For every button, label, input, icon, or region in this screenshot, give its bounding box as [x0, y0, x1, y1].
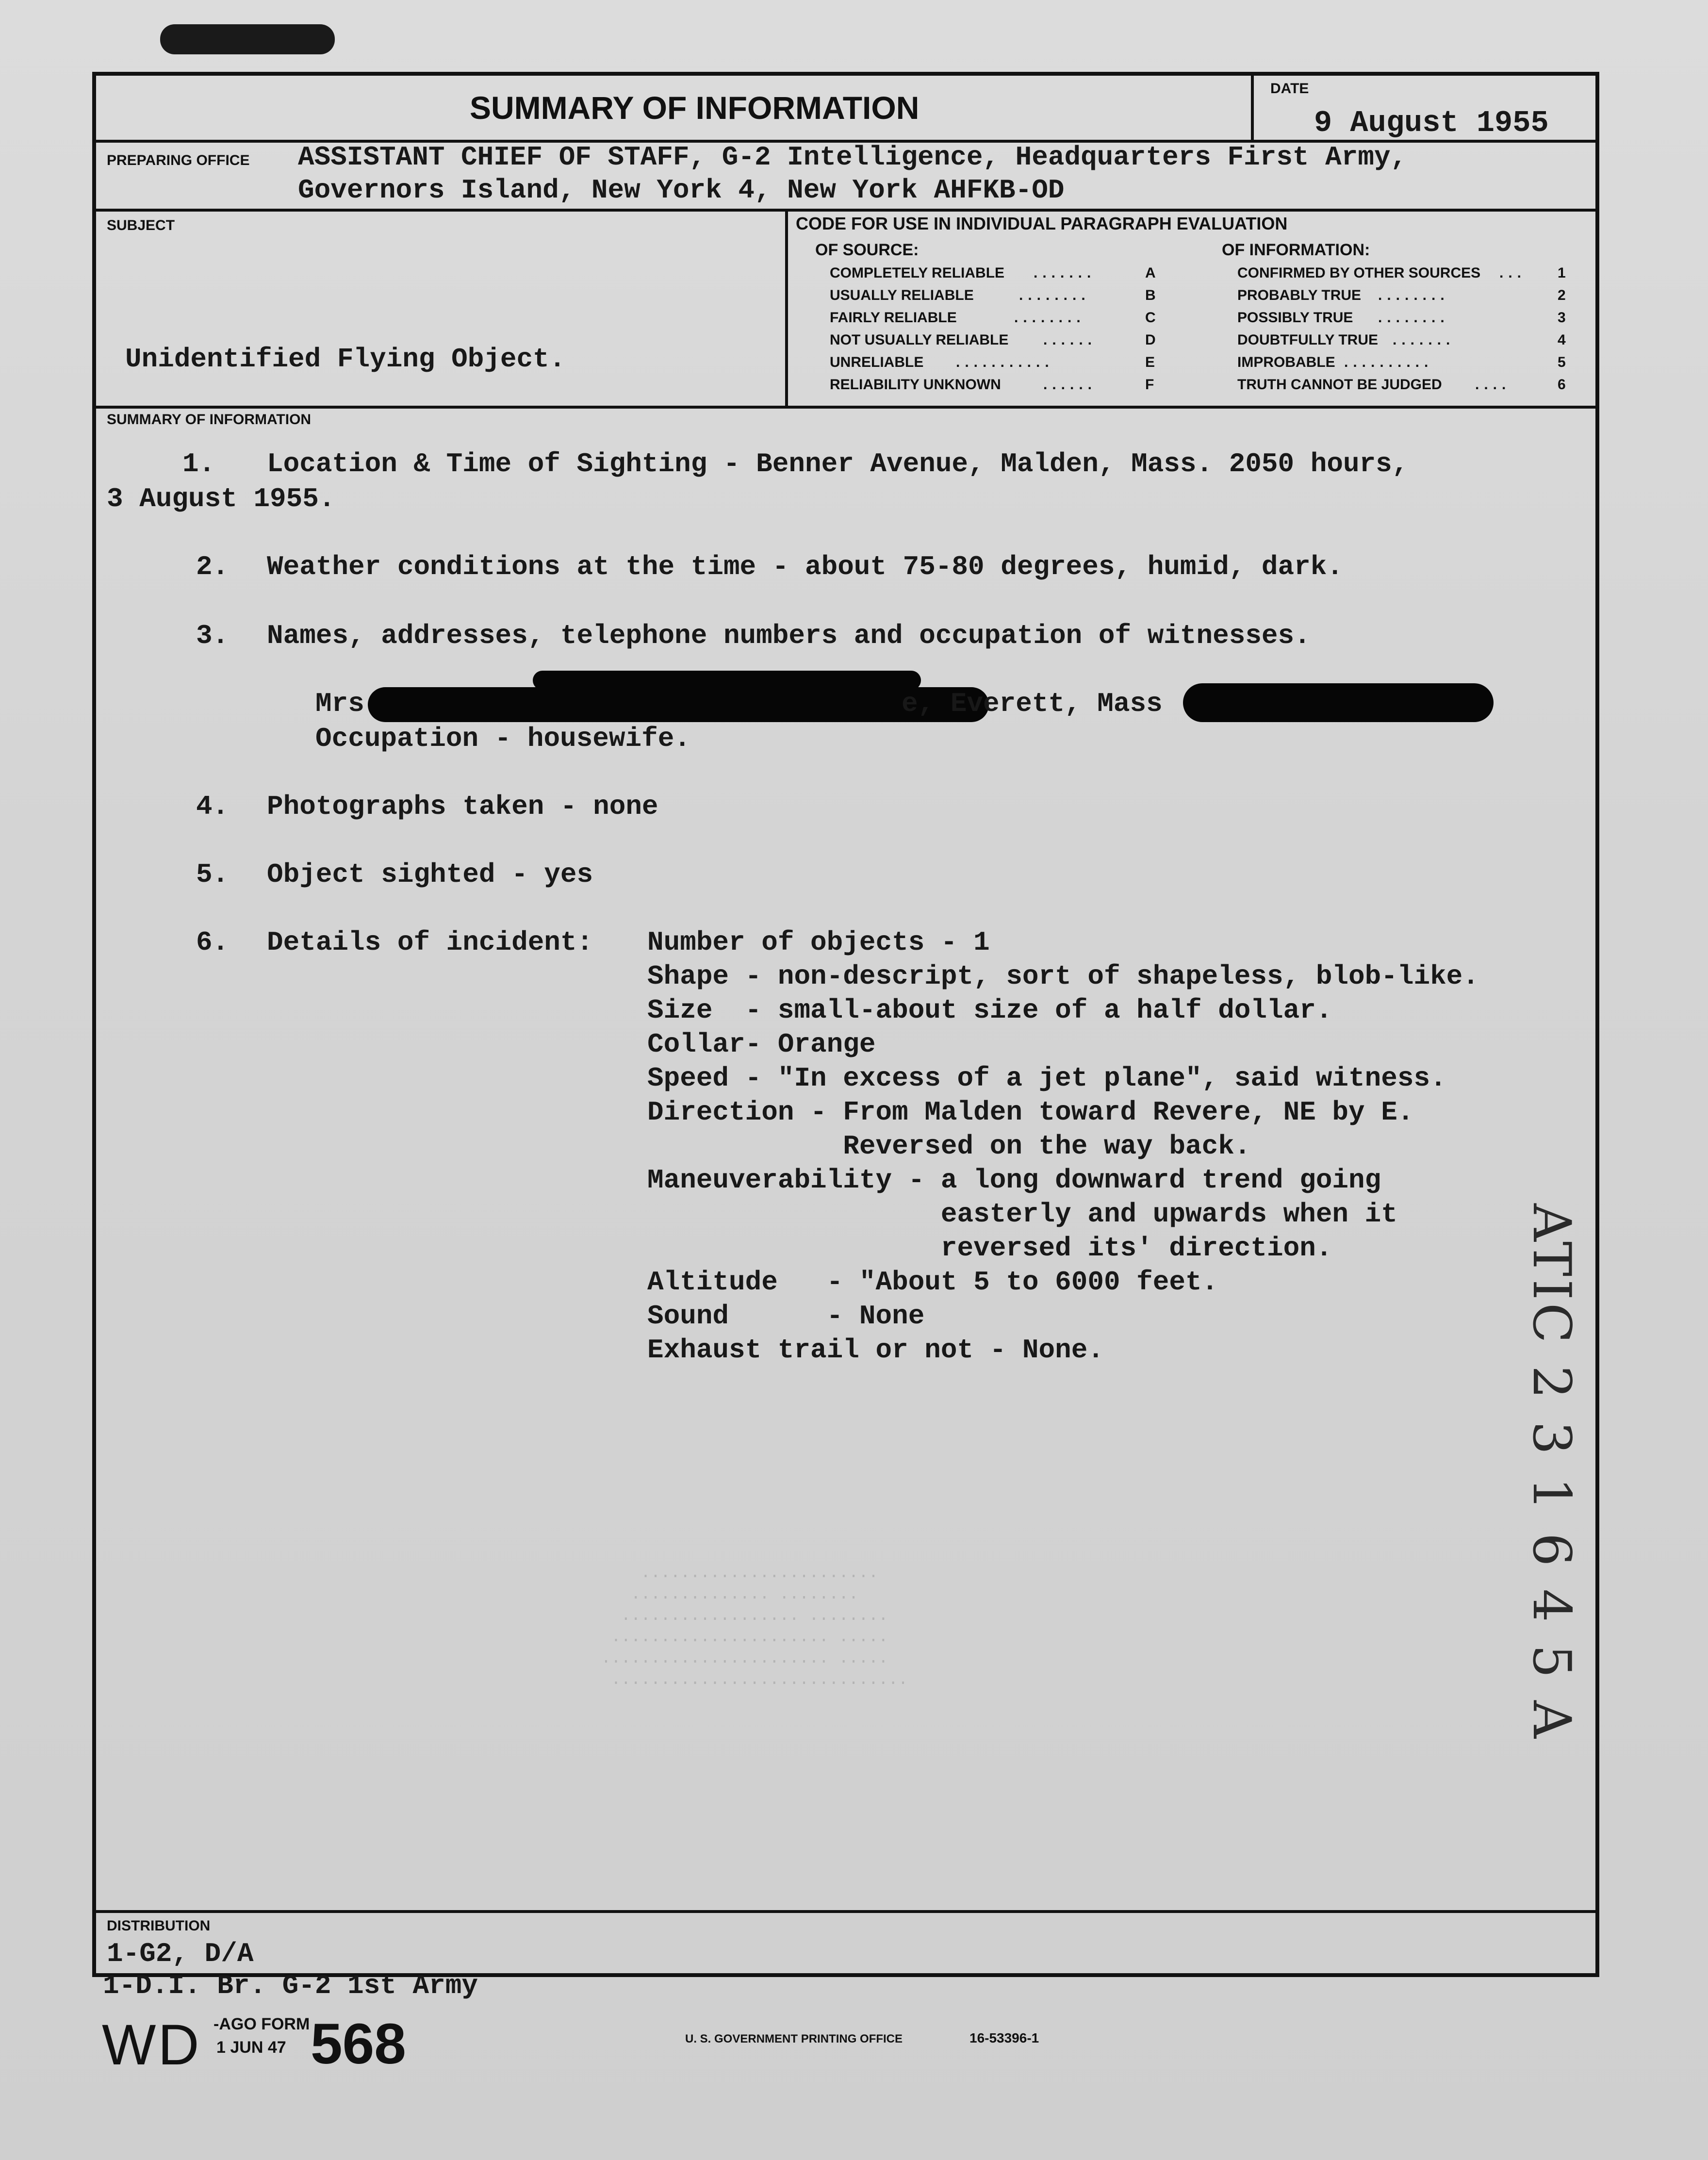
- subject-value: Unidentified Flying Object.: [125, 344, 566, 375]
- print-code: 16-53396-1: [969, 2030, 1039, 2045]
- detail-line: Altitude - "About 5 to 6000 feet.: [647, 1267, 1218, 1298]
- source-code-row: USUALLY RELIABLE ........ B: [830, 287, 1156, 303]
- p1-line2: 3 August 1955.: [107, 483, 335, 514]
- information-code-row: POSSIBLY TRUE ........ 3: [1237, 310, 1566, 326]
- p1-line1: Location & Time of Sighting - Benner Avenue, Malden, Mass. 2050 hours,: [267, 448, 1409, 479]
- detail-line: Collar- Orange: [647, 1029, 876, 1060]
- p2-text: Weather conditions at the time - about 75-80 degrees, humid, dark.: [267, 551, 1343, 582]
- form-number: 568: [311, 2012, 406, 2076]
- p5-number: 5.: [196, 859, 229, 890]
- form-prefix-wd: WD: [102, 2013, 201, 2077]
- detail-line: Direction - From Malden toward Revere, NE by E.: [647, 1097, 1414, 1128]
- ago-form-label: -AGO FORM: [214, 2015, 310, 2033]
- detail-line: Exhaust trail or not - None.: [647, 1335, 1104, 1366]
- information-code-row: TRUTH CANNOT BE JUDGED .... 6: [1237, 377, 1566, 393]
- p4-number: 4.: [196, 791, 229, 822]
- redaction-bar: [533, 671, 921, 690]
- p4-text: Photographs taken - none: [267, 791, 658, 822]
- printing-office: U. S. GOVERNMENT PRINTING OFFICE: [685, 2032, 903, 2045]
- date-label: DATE: [1270, 81, 1309, 97]
- summary-label: SUMMARY OF INFORMATION: [107, 412, 312, 428]
- p2-number: 2.: [196, 551, 229, 582]
- distribution-label: DISTRIBUTION: [107, 1918, 211, 1934]
- form-date: 1 JUN 47: [216, 2038, 286, 2057]
- detail-line: Maneuverability - a long downward trend going: [647, 1165, 1381, 1196]
- code-title: CODE FOR USE IN INDIVIDUAL PARAGRAPH EVALUATION: [796, 214, 1288, 233]
- form-title: SUMMARY OF INFORMATION: [470, 90, 920, 126]
- p1-number: 1.: [182, 448, 215, 479]
- information-code-row: IMPROBABLE .......... 5: [1237, 354, 1566, 370]
- detail-line: Size - small-about size of a half dollar.: [647, 995, 1332, 1026]
- p3-text: Names, addresses, telephone numbers and occupation of witnesses.: [267, 620, 1311, 651]
- preparing-office-label: PREPARING OFFICE: [107, 152, 250, 168]
- distribution-line: 1-G2, D/A: [107, 1938, 254, 1969]
- witness-prefix: Mrs: [315, 688, 364, 719]
- witness-occupation: Occupation - housewife.: [315, 723, 690, 754]
- detail-line: reversed its' direction.: [647, 1233, 1332, 1264]
- redaction-bar: [368, 687, 989, 722]
- detail-line: Shape - non-descript, sort of shapeless, blob-like.: [647, 961, 1479, 992]
- information-code-row: PROBABLY TRUE ........ 2: [1237, 287, 1566, 303]
- date-value: 9 August 1955: [1314, 106, 1549, 140]
- of-information-label: OF INFORMATION:: [1222, 241, 1370, 259]
- subject-label: SUBJECT: [107, 217, 175, 233]
- summary-form: [92, 72, 1599, 1977]
- detail-line: Number of objects - 1: [647, 927, 990, 958]
- detail-line: Speed - "In excess of a jet plane", said witness.: [647, 1063, 1446, 1094]
- p3-number: 3.: [196, 620, 229, 651]
- source-code-row: UNRELIABLE ........... E: [830, 354, 1155, 370]
- preparing-office-line1: ASSISTANT CHIEF OF STAFF, G-2 Intelligence, Headquarters First Army,: [298, 142, 1407, 173]
- information-code-row: DOUBTFULLY TRUE ....... 4: [1237, 332, 1566, 348]
- source-code-row: COMPLETELY RELIABLE ....... A: [830, 265, 1156, 281]
- redaction-bar: [1183, 683, 1494, 722]
- of-source-label: OF SOURCE:: [815, 241, 919, 259]
- p6-label: Details of incident:: [267, 927, 593, 958]
- detail-line: easterly and upwards when it: [647, 1199, 1397, 1230]
- p5-text: Object sighted - yes: [267, 859, 593, 890]
- distribution-line: 1-D.I. Br. G-2 1st Army: [103, 1970, 478, 2001]
- top-smudge: [160, 24, 335, 54]
- source-code-row: RELIABILITY UNKNOWN ...... F: [830, 377, 1154, 393]
- source-code-row: NOT USUALLY RELIABLE ...... D: [830, 332, 1156, 348]
- atic-margin-stamp: ATIC 2 3 1 6 4 5 A: [1521, 1204, 1582, 1742]
- p6-number: 6.: [196, 927, 229, 958]
- detail-line: Sound - None: [647, 1301, 925, 1332]
- source-code-row: FAIRLY RELIABLE ........ C: [830, 310, 1156, 326]
- information-code-row: CONFIRMED BY OTHER SOURCES ... 1: [1237, 265, 1566, 281]
- preparing-office-line2: Governors Island, New York 4, New York AHFKB-OD: [298, 175, 1065, 206]
- detail-line: Reversed on the way back.: [647, 1131, 1251, 1162]
- bleed-through-text: ........................ .............. ........ .................. ........ ...................... ..... ....................... ..... ..............................: [601, 1564, 908, 1689]
- witness-address-fragment: e, Everett, Mass: [902, 688, 1163, 719]
